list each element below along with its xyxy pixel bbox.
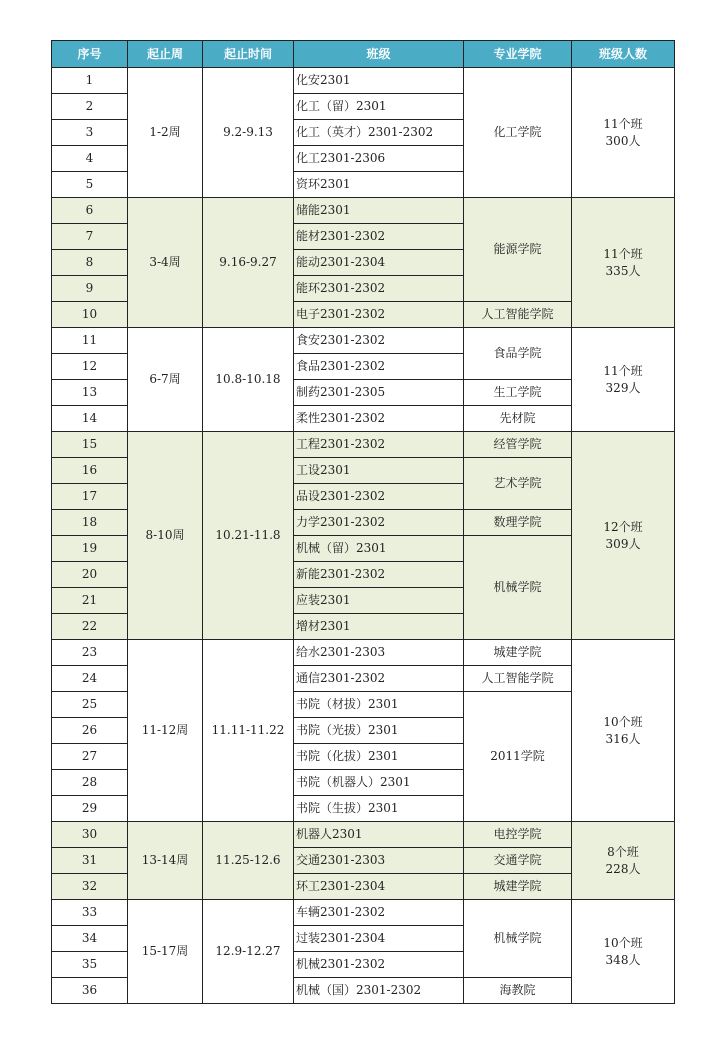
- row-number: 14: [52, 406, 128, 432]
- student-count: 316人: [605, 731, 641, 746]
- count-cell: [572, 432, 675, 640]
- row-number: 23: [52, 640, 128, 666]
- class-cell: 通信2301-2302: [294, 666, 464, 692]
- row-number: 27: [52, 744, 128, 770]
- class-cell: 环工2301-2304: [294, 874, 464, 900]
- college-cell: 艺术学院: [464, 458, 572, 510]
- class-cell: 化工（留）2301: [294, 94, 464, 120]
- schedule-table: [51, 40, 675, 1004]
- row-number: 13: [52, 380, 128, 406]
- dates-cell: 9.16-9.27: [203, 198, 294, 328]
- row-number: 25: [52, 692, 128, 718]
- row-number: 5: [52, 172, 128, 198]
- class-cell: 电子2301-2302: [294, 302, 464, 328]
- class-cell: 增材2301: [294, 614, 464, 640]
- dates-cell: 10.21-11.8: [203, 432, 294, 640]
- header-row: [52, 41, 675, 68]
- row-number: 18: [52, 510, 128, 536]
- college-cell: 海教院: [464, 978, 572, 1004]
- row-number: 22: [52, 614, 128, 640]
- count-cell: [572, 822, 675, 900]
- dates-cell: 10.8-10.18: [203, 328, 294, 432]
- table-row: [52, 432, 675, 458]
- weeks-cell: 11-12周: [128, 640, 203, 822]
- student-count: 300人: [605, 133, 641, 148]
- dates-cell: 9.2-9.13: [203, 68, 294, 198]
- row-number: 2: [52, 94, 128, 120]
- college-cell: 数理学院: [464, 510, 572, 536]
- college-cell: 人工智能学院: [464, 666, 572, 692]
- college-cell: 化工学院: [464, 68, 572, 198]
- class-cell: 机械（留）2301: [294, 536, 464, 562]
- row-number: 11: [52, 328, 128, 354]
- college-cell: 机械学院: [464, 536, 572, 640]
- class-count: 11个班: [603, 247, 643, 262]
- weeks-cell: 15-17周: [128, 900, 203, 1004]
- row-number: 21: [52, 588, 128, 614]
- class-cell: 柔性2301-2302: [294, 406, 464, 432]
- college-cell: 交通学院: [464, 848, 572, 874]
- weeks-cell: 3-4周: [128, 198, 203, 328]
- class-cell: 能环2301-2302: [294, 276, 464, 302]
- row-number: 36: [52, 978, 128, 1004]
- class-cell: 应装2301: [294, 588, 464, 614]
- student-count: 329人: [605, 380, 641, 395]
- college-cell: 机械学院: [464, 900, 572, 978]
- class-cell: 车辆2301-2302: [294, 900, 464, 926]
- row-number: 7: [52, 224, 128, 250]
- class-cell: 品设2301-2302: [294, 484, 464, 510]
- table-row: [52, 900, 675, 926]
- header-count: 班级人数: [572, 41, 675, 68]
- college-cell: 城建学院: [464, 640, 572, 666]
- class-cell: 储能2301: [294, 198, 464, 224]
- row-number: 28: [52, 770, 128, 796]
- row-number: 32: [52, 874, 128, 900]
- student-count: 309人: [605, 536, 641, 551]
- row-number: 12: [52, 354, 128, 380]
- student-count: 348人: [605, 952, 641, 967]
- header-no: 序号: [52, 41, 128, 68]
- college-cell: 2011学院: [464, 692, 572, 822]
- table-row: [52, 198, 675, 224]
- class-cell: 能动2301-2304: [294, 250, 464, 276]
- header-class: 班级: [294, 41, 464, 68]
- table-row: [52, 68, 675, 94]
- class-cell: 机器人2301: [294, 822, 464, 848]
- class-cell: 力学2301-2302: [294, 510, 464, 536]
- class-count: 10个班: [603, 936, 643, 951]
- row-number: 26: [52, 718, 128, 744]
- row-number: 33: [52, 900, 128, 926]
- row-number: 31: [52, 848, 128, 874]
- row-number: 4: [52, 146, 128, 172]
- class-cell: 工程2301-2302: [294, 432, 464, 458]
- class-cell: 书院（生拔）2301: [294, 796, 464, 822]
- class-count: 10个班: [603, 715, 643, 730]
- header-weeks: 起止周: [128, 41, 203, 68]
- row-number: 17: [52, 484, 128, 510]
- weeks-cell: 1-2周: [128, 68, 203, 198]
- row-number: 20: [52, 562, 128, 588]
- college-cell: 先材院: [464, 406, 572, 432]
- count-cell: [572, 900, 675, 1004]
- class-cell: 过装2301-2304: [294, 926, 464, 952]
- student-count: 335人: [605, 263, 641, 278]
- class-cell: 资环2301: [294, 172, 464, 198]
- class-cell: 书院（材拔）2301: [294, 692, 464, 718]
- weeks-cell: 13-14周: [128, 822, 203, 900]
- class-cell: 给水2301-2303: [294, 640, 464, 666]
- college-cell: 经管学院: [464, 432, 572, 458]
- class-cell: 能材2301-2302: [294, 224, 464, 250]
- student-count: 228人: [605, 861, 641, 876]
- row-number: 3: [52, 120, 128, 146]
- class-cell: 食安2301-2302: [294, 328, 464, 354]
- count-cell: [572, 68, 675, 198]
- table-row: [52, 328, 675, 354]
- weeks-cell: 6-7周: [128, 328, 203, 432]
- college-cell: 城建学院: [464, 874, 572, 900]
- college-cell: 能源学院: [464, 198, 572, 302]
- class-cell: 化工（英才）2301-2302: [294, 120, 464, 146]
- dates-cell: 11.25-12.6: [203, 822, 294, 900]
- row-number: 9: [52, 276, 128, 302]
- row-number: 8: [52, 250, 128, 276]
- class-cell: 工设2301: [294, 458, 464, 484]
- count-cell: [572, 328, 675, 432]
- row-number: 35: [52, 952, 128, 978]
- class-cell: 化安2301: [294, 68, 464, 94]
- count-cell: [572, 640, 675, 822]
- class-count: 12个班: [603, 520, 643, 535]
- class-count: 11个班: [603, 117, 643, 132]
- college-cell: 生工学院: [464, 380, 572, 406]
- row-number: 19: [52, 536, 128, 562]
- class-cell: 书院（机器人）2301: [294, 770, 464, 796]
- dates-cell: 12.9-12.27: [203, 900, 294, 1004]
- table-row: [52, 640, 675, 666]
- weeks-cell: 8-10周: [128, 432, 203, 640]
- row-number: 24: [52, 666, 128, 692]
- row-number: 29: [52, 796, 128, 822]
- class-cell: 化工2301-2306: [294, 146, 464, 172]
- class-count: 8个班: [607, 845, 639, 860]
- header-college: 专业学院: [464, 41, 572, 68]
- row-number: 16: [52, 458, 128, 484]
- row-number: 30: [52, 822, 128, 848]
- college-cell: 电控学院: [464, 822, 572, 848]
- class-cell: 书院（化拔）2301: [294, 744, 464, 770]
- header-dates: 起止时间: [203, 41, 294, 68]
- class-cell: 机械2301-2302: [294, 952, 464, 978]
- table-body: [52, 68, 675, 1004]
- class-cell: 机械（国）2301-2302: [294, 978, 464, 1004]
- class-cell: 制药2301-2305: [294, 380, 464, 406]
- class-cell: 交通2301-2303: [294, 848, 464, 874]
- class-cell: 食品2301-2302: [294, 354, 464, 380]
- class-count: 11个班: [603, 364, 643, 379]
- row-number: 10: [52, 302, 128, 328]
- count-cell: [572, 198, 675, 328]
- row-number: 34: [52, 926, 128, 952]
- row-number: 6: [52, 198, 128, 224]
- college-cell: 人工智能学院: [464, 302, 572, 328]
- class-cell: 书院（光拔）2301: [294, 718, 464, 744]
- dates-cell: 11.11-11.22: [203, 640, 294, 822]
- college-cell: 食品学院: [464, 328, 572, 380]
- row-number: 15: [52, 432, 128, 458]
- row-number: 1: [52, 68, 128, 94]
- class-cell: 新能2301-2302: [294, 562, 464, 588]
- table-row: [52, 822, 675, 848]
